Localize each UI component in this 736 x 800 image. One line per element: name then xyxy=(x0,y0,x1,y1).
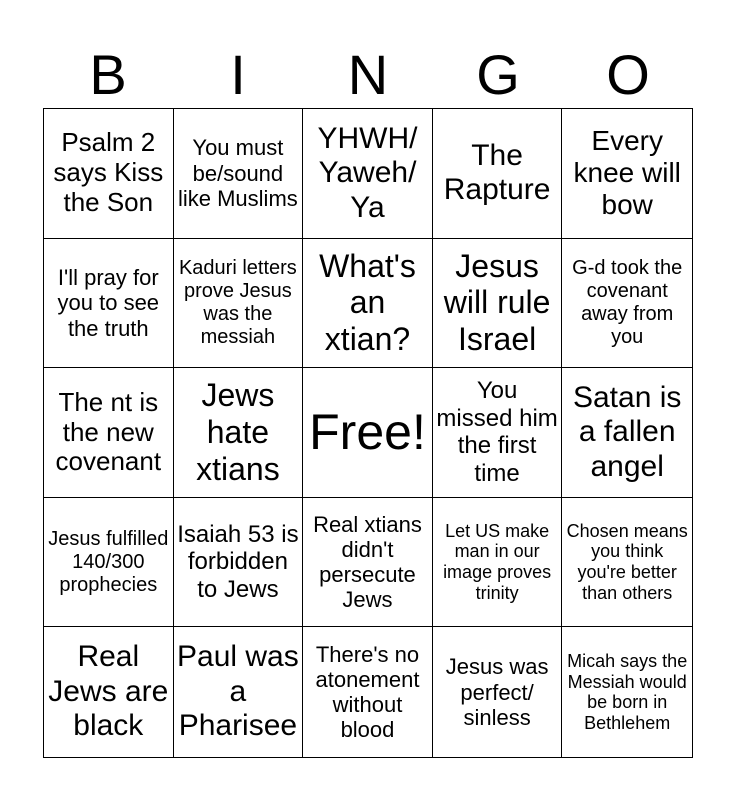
bingo-cell[interactable] xyxy=(562,239,692,369)
header-letter-i: I xyxy=(230,43,246,106)
header-letter-o: O xyxy=(606,43,650,106)
cell-text: Let US make man in our image proves trinity xyxy=(443,520,552,603)
cell-text: The nt is the new covenant xyxy=(55,386,162,477)
cell-text: Real xtians didn't persecute Jews xyxy=(313,511,422,613)
cell-text: Every knee will bow xyxy=(573,125,681,221)
cell-text: You must be/sound like Muslims xyxy=(177,135,298,211)
bingo-cell[interactable] xyxy=(303,627,433,757)
bingo-cell[interactable] xyxy=(44,239,174,369)
cell-text: G-d took the covenant away from you xyxy=(572,256,683,348)
bingo-cell[interactable] xyxy=(44,627,174,757)
header-letter-n: N xyxy=(347,43,389,106)
cell-text: Kaduri letters prove Jesus was the messiah xyxy=(178,256,297,348)
bingo-header xyxy=(43,42,693,108)
bingo-cell[interactable] xyxy=(562,368,692,498)
cell-text: Satan is a fallen angel xyxy=(572,380,682,483)
cell-text: Micah says the Messiah would be born in Bethlehem xyxy=(567,650,688,733)
bingo-cell[interactable] xyxy=(174,627,304,757)
bingo-cell[interactable] xyxy=(433,239,563,369)
bingo-cell[interactable] xyxy=(174,368,304,498)
bingo-board xyxy=(43,108,693,758)
bingo-cell[interactable] xyxy=(433,627,563,757)
header-letter-g: G xyxy=(476,43,520,106)
bingo-cell[interactable] xyxy=(303,239,433,369)
free-space-cell[interactable] xyxy=(303,368,433,498)
cell-text: Jesus was perfect/ sinless xyxy=(445,654,549,730)
cell-text: I'll pray for you to see the truth xyxy=(57,264,160,341)
cell-text: Real Jews are black xyxy=(48,640,169,743)
cell-text: YHWH/ Yaweh/ Ya xyxy=(317,121,418,224)
cell-text: Psalm 2 says Kiss the Son xyxy=(53,127,164,218)
cell-text: You missed him the first time xyxy=(436,377,558,488)
bingo-cell[interactable] xyxy=(433,368,563,498)
bingo-cell[interactable] xyxy=(174,239,304,369)
cell-text: Jews hate xtians xyxy=(196,377,280,487)
bingo-cell[interactable] xyxy=(44,498,174,628)
cell-text: Isaiah 53 is forbidden to Jews xyxy=(177,520,299,603)
bingo-cell[interactable] xyxy=(174,498,304,628)
bingo-cell[interactable] xyxy=(303,109,433,239)
free-space-text: Free! xyxy=(309,403,426,460)
cell-text: What's an xtian? xyxy=(319,247,416,358)
cell-text: The Rapture xyxy=(443,138,551,207)
bingo-cell[interactable] xyxy=(303,498,433,628)
bingo-cell[interactable] xyxy=(44,368,174,498)
cell-text: Jesus will rule Israel xyxy=(443,247,551,358)
cell-text: Paul was a Pharisee xyxy=(177,640,299,743)
bingo-cell[interactable] xyxy=(44,109,174,239)
bingo-cell[interactable] xyxy=(562,109,692,239)
cell-text: Jesus fulfilled 140/300 prophecies xyxy=(48,527,169,596)
bingo-cell[interactable] xyxy=(562,498,692,628)
cell-text: There's no atonement without blood xyxy=(315,641,420,743)
bingo-cell[interactable] xyxy=(433,498,563,628)
bingo-cell[interactable] xyxy=(433,109,563,239)
cell-text: Chosen means you think you're better than others xyxy=(566,520,688,603)
bingo-cell[interactable] xyxy=(174,109,304,239)
bingo-cell[interactable] xyxy=(562,627,692,757)
header-letter-b: B xyxy=(89,43,127,106)
